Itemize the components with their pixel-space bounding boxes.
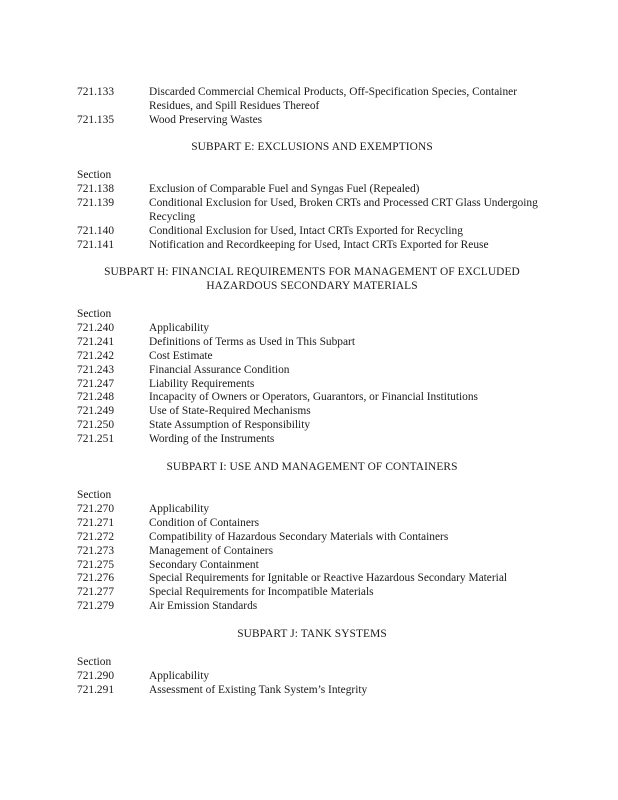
section-number: 721.271 (77, 516, 115, 529)
toc-entry (77, 670, 547, 684)
section-number: 721.241 (77, 335, 115, 348)
toc-entry (77, 364, 547, 378)
toc-entry (77, 322, 547, 336)
section-title: Applicability (149, 321, 210, 334)
section-number: 721.141 (77, 238, 115, 251)
subpart-heading: SUBPART E: EXCLUSIONS AND EXEMPTIONS (191, 141, 433, 153)
section-title: Cost Estimate (149, 349, 213, 362)
subpart-i-entries (77, 489, 547, 614)
section-number: 721.279 (77, 600, 115, 613)
section-number: 721.275 (77, 558, 115, 571)
toc-entry (77, 433, 547, 447)
section-number: 721.273 (77, 544, 115, 557)
section-number: 721.277 (77, 586, 115, 599)
section-title: State Assumption of Responsibility (149, 419, 311, 432)
top-entries (77, 86, 547, 128)
section-number: 721.272 (77, 530, 115, 543)
section-title: Special Requirements for Incompatible Materials (149, 586, 374, 599)
toc-entry (77, 419, 547, 433)
section-number: 721.240 (77, 321, 115, 334)
subpart-heading: SUBPART H: FINANCIAL REQUIREMENTS FOR MANAGEMENT OF EXCLUDED HAZARDOUS SECONDARY MATERIALS (104, 266, 520, 292)
toc-entry (77, 503, 547, 517)
toc-entry (77, 239, 547, 253)
section-title: Assessment of Existing Tank System’s Integrity (149, 683, 368, 696)
section-title: Wording of the Instruments (149, 433, 275, 446)
section-title: Applicability (149, 502, 210, 515)
section-title: Notification and Recordkeeping for Used, Intact CRTs Exported for Reuse (149, 238, 489, 251)
section-number: 721.133 (77, 86, 115, 98)
section-number: 721.135 (77, 113, 115, 126)
section-label: Section (77, 308, 112, 320)
subpart-heading: SUBPART I: USE AND MANAGEMENT OF CONTAINERS (166, 461, 458, 473)
section-title: Management of Containers (149, 544, 273, 557)
toc-entry (77, 86, 547, 114)
section-title: Compatibility of Hazardous Secondary Materials with Containers (149, 530, 449, 543)
section-title: Secondary Containment (149, 558, 259, 571)
toc-entry (77, 225, 547, 239)
section-title: Air Emission Standards (149, 600, 258, 613)
section-title: Incapacity of Owners or Operators, Guarantors, or Financial Institutions (149, 391, 478, 404)
toc-entry (77, 586, 547, 600)
toc-entry (77, 391, 547, 405)
section-title: Liability Requirements (149, 377, 255, 390)
section-label: Section (77, 489, 112, 501)
toc-entry (77, 378, 547, 392)
section-number: 721.250 (77, 419, 115, 432)
toc-entry (77, 114, 547, 128)
toc-entry (77, 405, 547, 419)
section-number: 721.139 (77, 196, 115, 209)
section-number: 721.276 (77, 572, 115, 585)
section-title: Definitions of Terms as Used in This Subpart (149, 335, 356, 348)
section-number: 721.290 (77, 669, 115, 682)
toc-entry (77, 559, 547, 573)
toc-entry (77, 572, 547, 586)
section-number: 721.270 (77, 502, 115, 515)
section-title: Condition of Containers (149, 516, 260, 529)
section-title: Exclusion of Comparable Fuel and Syngas Fuel (Repealed) (149, 182, 420, 195)
section-label: Section (77, 656, 112, 668)
section-number: 721.249 (77, 405, 115, 418)
section-title: Discarded Commercial Chemical Products, Off-Specification Species, Container Residues, and Spill Residues Thereof (149, 86, 517, 112)
section-number: 721.242 (77, 349, 115, 362)
subpart-e-entries (77, 169, 547, 252)
toc-entry (77, 684, 547, 698)
section-title: Special Requirements for Ignitable or Reactive Hazardous Secondary Material (149, 572, 508, 585)
section-number: 721.248 (77, 391, 115, 404)
section-number: 721.138 (77, 182, 115, 195)
subpart-h-entries (77, 308, 547, 447)
subpart-j-entries (77, 656, 547, 698)
section-title: Use of State-Required Mechanisms (149, 405, 311, 418)
section-number: 721.291 (77, 683, 115, 696)
toc-entry (77, 183, 547, 197)
section-number: 721.247 (77, 377, 115, 390)
subpart-heading: SUBPART J: TANK SYSTEMS (237, 628, 387, 640)
section-title: Applicability (149, 669, 210, 682)
section-title: Conditional Exclusion for Used, Broken CRTs and Processed CRT Glass Undergoing Recycling (149, 196, 538, 223)
section-title: Financial Assurance Condition (149, 363, 290, 376)
section-number: 721.140 (77, 224, 115, 237)
toc-entry (77, 600, 547, 614)
toc-entry (77, 517, 547, 531)
section-title: Conditional Exclusion for Used, Intact CRTs Exported for Recycling (149, 224, 463, 237)
section-number: 721.243 (77, 363, 115, 376)
toc-entry (77, 336, 547, 350)
toc-entry (77, 350, 547, 364)
section-number: 721.251 (77, 433, 115, 446)
toc-entry (77, 531, 547, 545)
toc-entry (77, 197, 547, 225)
section-title: Wood Preserving Wastes (149, 113, 263, 126)
toc-entry (77, 545, 547, 559)
section-label: Section (77, 169, 112, 181)
